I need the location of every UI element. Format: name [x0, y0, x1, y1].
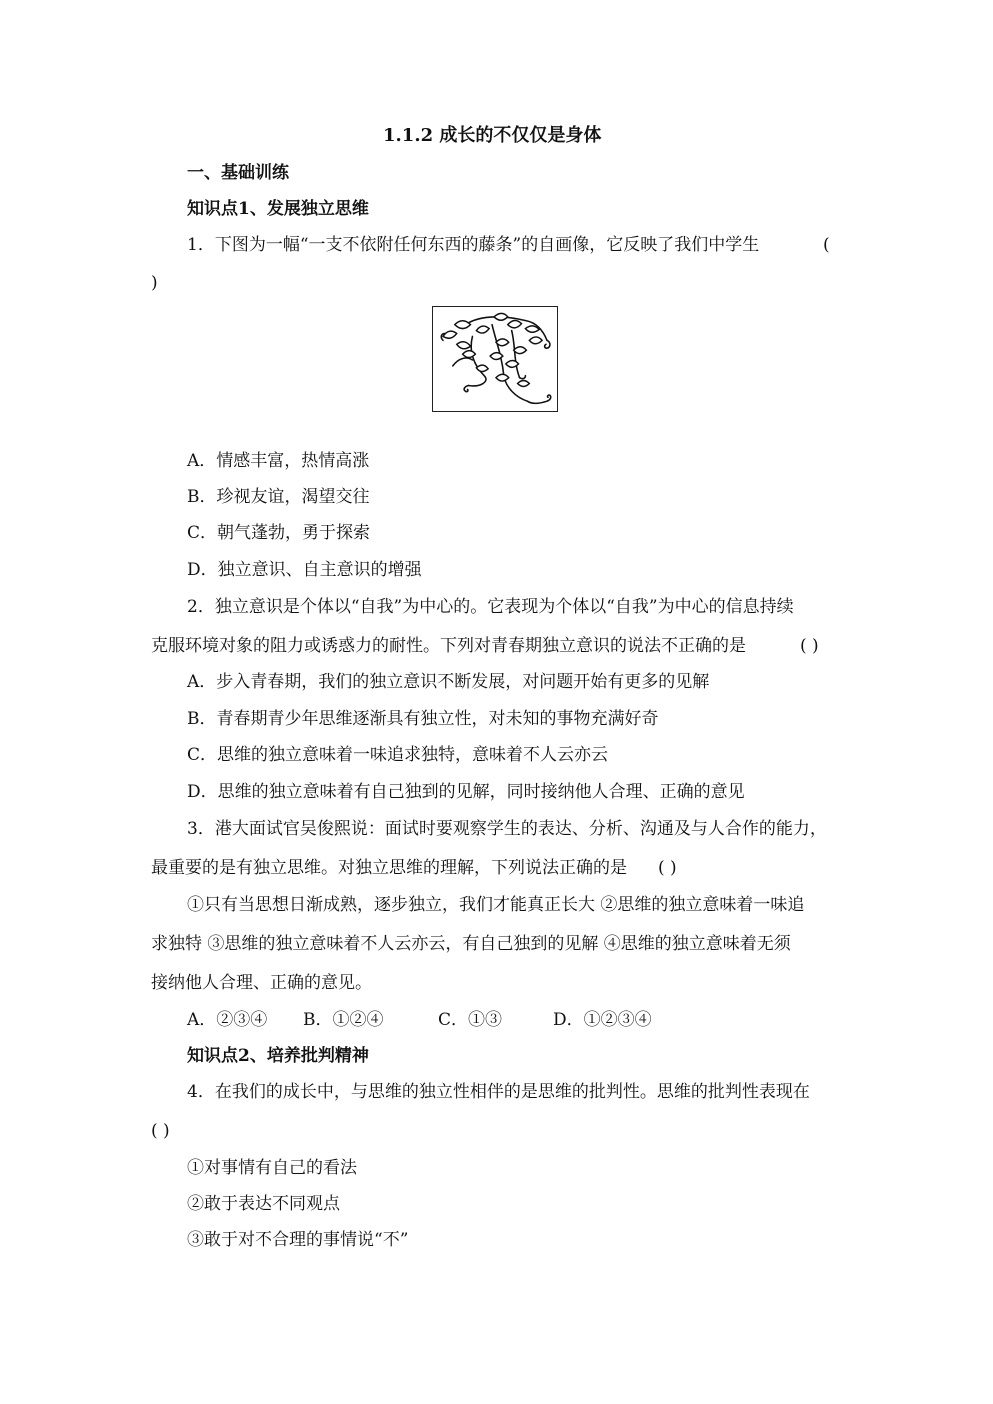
question-3-stem-line-2: 最重要的是有独立思维。对独立思维的理解，下列说法正确的是	[151, 858, 627, 878]
question-2-option-c: C．思维的独立意味着一味追求独特，意味着不人云亦云	[187, 745, 609, 765]
question-3-statements-line-1: ①只有当思想日渐成熟，逐步独立，我们才能真正长大 ②思维的独立意味着一味追	[187, 895, 805, 915]
question-1-answer-paren-open: (	[823, 235, 830, 255]
question-3-option-b: B．①②④	[303, 1010, 384, 1030]
question-2-option-d: D．思维的独立意味着有自己独到的见解，同时接纳他人合理、正确的意见	[187, 782, 745, 802]
question-2-stem-line-1: 2．独立意识是个体以“自我”为中心的。它表现为个体以“自我”为中心的信息持续	[187, 597, 794, 617]
question-4-answer-paren: ( )	[151, 1121, 170, 1141]
question-1-option-b: B．珍视友谊，渴望交往	[187, 487, 370, 507]
question-1-option-d: D．独立意识、自主意识的增强	[187, 560, 422, 580]
vine-drawing-icon	[433, 307, 557, 411]
question-3-answer-paren: ( )	[658, 858, 677, 878]
question-3-option-c: C．①③	[438, 1010, 503, 1030]
question-4-stem: 4．在我们的成长中，与思维的独立性相伴的是思维的批判性。思维的批判性表现在	[187, 1082, 810, 1102]
question-1-answer-paren-close: )	[151, 273, 158, 293]
question-2-option-a: A．步入青春期，我们的独立意识不断发展，对问题开始有更多的见解	[187, 672, 710, 692]
question-3-option-d: D．①②③④	[553, 1010, 652, 1030]
question-1-option-c: C．朝气蓬勃，勇于探索	[187, 523, 371, 543]
question-4-item-1: ①对事情有自己的看法	[187, 1158, 357, 1178]
question-4-item-3: ③敢于对不合理的事情说“不”	[187, 1230, 409, 1250]
question-2-option-b: B．青春期青少年思维逐渐具有独立性，对未知的事物充满好奇	[187, 709, 659, 729]
question-1-option-a: A．情感丰富，热情高涨	[187, 451, 370, 471]
section-heading-basic-training: 一、基础训练	[187, 163, 289, 183]
question-3-stem-line-1: 3．港大面试官吴俊熙说：面试时要观察学生的表达、分析、沟通及与人合作的能力，	[187, 819, 827, 839]
question-3-statements-line-3: 接纳他人合理、正确的意见。	[151, 973, 372, 993]
knowledge-point-2-heading: 知识点2、培养批判精神	[187, 1046, 369, 1066]
question-2-answer-paren: ( )	[800, 636, 819, 656]
knowledge-point-1-heading: 知识点1、发展独立思维	[187, 199, 369, 219]
question-4-item-2: ②敢于表达不同观点	[187, 1194, 340, 1214]
question-2-stem-line-2: 克服环境对象的阻力或诱惑力的耐性。下列对青春期独立意识的说法不正确的是	[151, 636, 746, 656]
question-3-option-a: A．②③④	[187, 1010, 268, 1030]
page-title: 1.1.2 成长的不仅仅是身体	[383, 125, 602, 146]
question-3-statements-line-2: 求独特 ③思维的独立意味着不人云亦云，有自己独到的见解 ④思维的独立意味着无须	[151, 934, 791, 954]
vine-figure	[432, 306, 558, 412]
question-1-stem: 1．下图为一幅“一支不依附任何东西的藤条”的自画像，它反映了我们中学生	[187, 235, 760, 255]
